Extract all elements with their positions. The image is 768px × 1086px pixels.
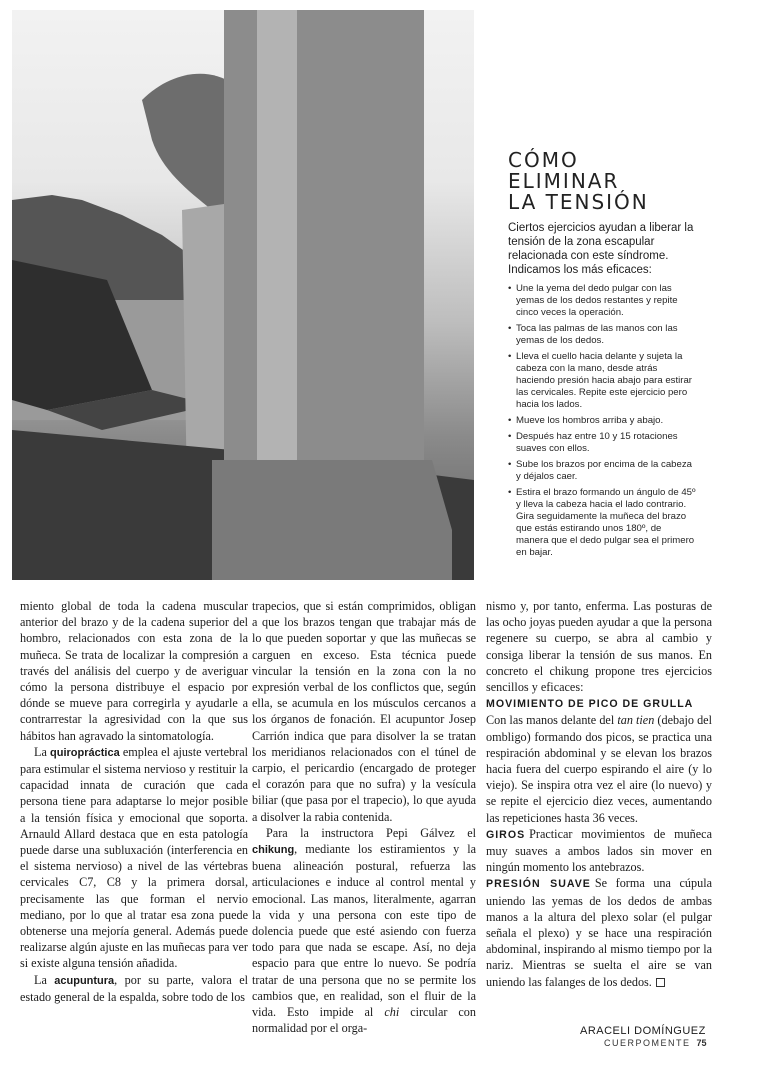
page-number: 75 xyxy=(696,1038,707,1048)
subsection-title: GIROS xyxy=(486,828,526,841)
paragraph-text: Para la instructora Pepi Gálvez el xyxy=(266,825,476,840)
exercise-item: • Une la yema del dedo pulgar con las yemas de los dedos restantes y repite cinco veces la operación. xyxy=(508,283,696,319)
paragraph xyxy=(20,972,248,1005)
keyword-chikung: chikung xyxy=(252,844,295,857)
exercise-item: • Toca las palmas de las manos con las yemas de los dedos. xyxy=(508,323,696,347)
paragraph xyxy=(486,875,712,989)
sidebar-title xyxy=(508,150,696,213)
article-column-1 xyxy=(20,598,248,1005)
paragraph: nismo y, por tanto, enferma. Las posturas de las ocho joyas pueden ayudar a que la persona regenere su cuerpo, se abra al cambio y consiga liberar la tensión de sus manos. En concreto el chikung propone tres ejercicios sencillos y eficaces: xyxy=(486,599,712,695)
paragraph-text: circular con normalidad por el orga- xyxy=(252,1005,476,1036)
paragraph-text: (debajo del ombligo) formando dos picos, se practica una respiración abdominal y se elevan los brazos hacia fuera del cuerpo espirando el aire (y lo viejo). Se inspira otra vez el aire (lo nuevo) y se repite el ejercicio diez veces, aumentando las repeticiones hasta 36 veces. xyxy=(486,713,712,825)
keyword-quiropractica: quiropráctica xyxy=(50,746,120,759)
sidebar-intro: Ciertos ejercicios ayudan a liberar la tensión de la zona escapular relacionada con este síndrome. Indicamos los más eficaces: xyxy=(508,222,694,276)
paragraph-text: Practicar movimientos de muñeca muy suaves a ambos lados sin mover en ningún momento los antebrazos. xyxy=(486,826,712,875)
subsection-heading xyxy=(486,695,712,712)
exercise-item: • Mueve los hombros arriba y abajo. xyxy=(508,415,696,427)
paragraph-text: , por su parte, valora el estado general de la espalda, sobre todo de los xyxy=(20,972,248,1004)
subsection-title: MOVIMIENTO DE PICO DE GRULLA xyxy=(486,698,694,711)
paragraph-text: La xyxy=(34,744,51,759)
article-column-3 xyxy=(486,598,712,990)
paragraph xyxy=(252,825,476,1037)
paragraph xyxy=(486,826,712,876)
exercise-item: • Estira el brazo formando un ángulo de 45º y lleva la cabeza hacia el lado contrario. Gira seguidamente la muñeca del brazo que estás estirando unos 180º, de manera que el dedo pulgar sea el primero en bajar. xyxy=(508,487,696,559)
exercise-item: • Lleva el cuello hacia delante y sujeta la cabeza con la mano, desde atrás haciendo presión hacia abajo para estirar las cervicales. Repite este ejercicio pero hacia los lados. xyxy=(508,351,696,411)
paragraph: miento global de toda la cadena muscular anterior del brazo y de la cadena superior del hombro, relacionados con esta zona de la muñeca. Se trata de localizar la compresión a través del análisis del cuerpo y de averiguar cómo la persona distribuye el espacio por dónde se mueve para corregirla y ayudarle a contrarrestar la agresividad con la que sus hábitos han agravado la sintomatología. xyxy=(20,599,248,743)
photo-pillar-base xyxy=(212,460,452,580)
paragraph-text: emplea el ajuste vertebral para estimular el sistema nervioso y restituir la capacidad innata de curación que cada persona tiene para adaptarse lo mejor posible a la tensión física y emocional que soporta. Arnauld Allard destaca que en esta patología puede darse una subluxación (interferencia en el sistema nervioso) a nivel de las vértebras cervicales C7, C8 y la primera dorsal, precisamente las que forman el nervio mediano, por lo que al tratar esa zona puede obtenerse una mejoría general. Además puede realizarse algún ajuste en las muñecas para ver si existe alguna tensión añadida. xyxy=(20,744,249,971)
paragraph: trapecios, que si están comprimidos, obligan a que los brazos tengan que trabajar más de lo que pueden soportar y que las muñecas se carguen en exceso. Esta técnica puede vincular la tensión en la zona con la no expresión verbal de los conflictos que, según ella, se acumula en los músculos cercanos a los órganos de fonación. El acupuntor Josep Carrión indica que para disolver la se tratan los meridianos relacionados con el túnel de carpio, el pericardio (encargado de proteger el corazón para que no sufra) y la vesícula biliar (que pasa por el trapecio), lo que ayuda a disolver la rabia contenida. xyxy=(252,599,476,824)
paragraph-text: La xyxy=(34,972,55,987)
photo-pillar-light xyxy=(257,10,297,480)
magazine-name: CUERPOMENTE xyxy=(604,1038,691,1048)
sidebar-box xyxy=(496,150,696,563)
end-mark-icon xyxy=(656,978,665,987)
paragraph-text: , mediante los estiramientos y la buena alineación postural, refuerza las articulaciones e induce al control mental y emocional. Las manos, literalmente, agarran la vida y una persona con este tipo de dolencia puede que esté asiendo con fuerza todo para que nada se escape. Así, no deja espacio para que entre lo nuevo. Se podría tratar de una persona que no se permite los cambios que, en realidad, son el fluir de la vida. Esto impide al xyxy=(252,842,476,1020)
page-footer xyxy=(604,1038,707,1048)
article-photo xyxy=(12,10,474,580)
author-signature: ARACELI DOMÍNGUEZ xyxy=(580,1025,706,1037)
sidebar-title-line1: CÓMO ELIMINAR xyxy=(508,148,620,193)
photo-illustration xyxy=(12,10,474,580)
emphasis-chi: chi xyxy=(384,1005,400,1020)
emphasis-tan-tien: tan tien xyxy=(617,713,655,728)
subsection-title: PRESIÓN SUAVE xyxy=(486,878,591,891)
exercise-list xyxy=(496,283,696,559)
paragraph-text: Con las manos delante del xyxy=(486,713,618,728)
article-column-2 xyxy=(252,598,476,1036)
sidebar-title-line2: LA TENSIÓN xyxy=(508,190,649,214)
paragraph xyxy=(486,712,712,825)
photo-pillar xyxy=(224,10,424,480)
keyword-acupuntura: acupuntura xyxy=(54,974,115,987)
exercise-item: • Después haz entre 10 y 15 rotaciones suaves con ellos. xyxy=(508,431,696,455)
paragraph-text: Se forma una cúpula uniendo las yemas de los dedos de ambas manos a la altura del plexo solar (el pulgar señala el plexo) y se hace una respiración abdominal, inspirando al mismo tiempo por la nariz. Mientras se suelta el aire se van uniendo las falanges de los dedos. xyxy=(486,876,712,989)
paragraph xyxy=(20,744,248,972)
exercise-item: • Sube los brazos por encima de la cabeza y déjalos caer. xyxy=(508,459,696,483)
